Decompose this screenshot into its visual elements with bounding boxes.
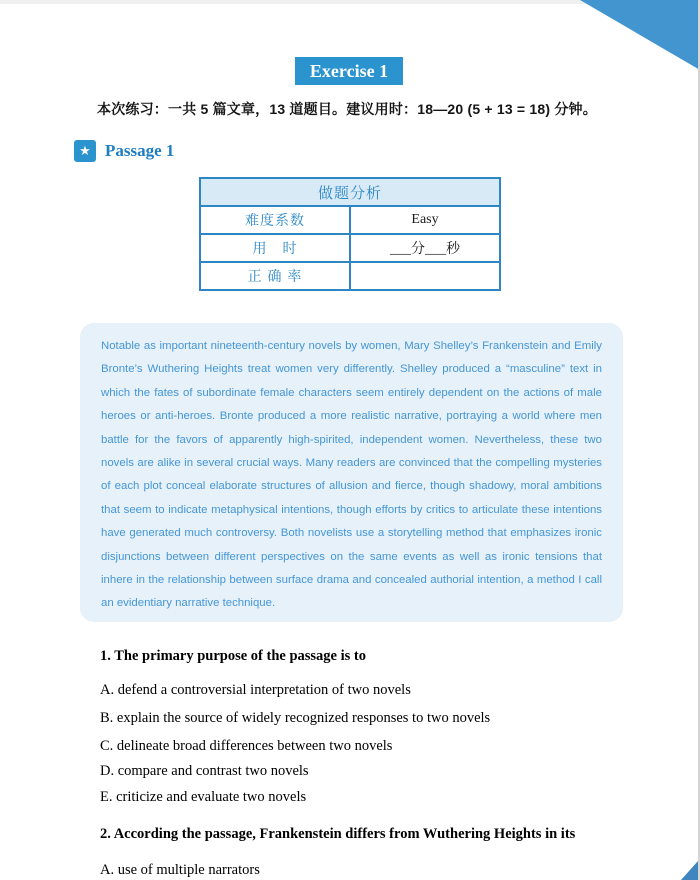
analysis-row-value xyxy=(350,262,500,290)
table-row xyxy=(200,206,500,234)
analysis-row-value: Easy xyxy=(350,206,500,234)
table-row xyxy=(200,178,500,206)
analysis-table-header: 做题分析 xyxy=(200,178,500,206)
analysis-row-label: 正 确 率 xyxy=(200,262,350,290)
analysis-table xyxy=(199,177,501,291)
analysis-row-label: 用 时 xyxy=(200,234,350,262)
passage-text: Notable as important nineteenth-century novels by women, Mary Shelley’s Frankenstein and Emily Bronte’s Wuthering Heights treat women very differently. Shelley produced a “masculine” text in which the fates of subordinate female characters seem entirely dependent on the actions of male heroes or anti-heroes. Bronte produced a more realistic narrative, portraying a world where men battle for the favors of apparently high-spirited, independent women. Nevertheless, these two novels are alike in several crucial ways. Many readers are convinced that the compelling mysteries of each plot conceal elaborate structures of allusion and fierce, though shadowy, moral ambitions that seem to indicate metaphysical intentions, though efforts by critics to articulate these intentions have generated much controversy. Both novelists use a storytelling method that emphasizes ironic disjunctions between different perspectives on the same events as well as ironic tensions that inhere in the relationship between surface drama and concealed authorial intention, a method I call an evidentiary narrative technique. xyxy=(101,340,602,610)
analysis-row-value: ___分___秒 xyxy=(350,234,500,262)
question-1-option-a: A. defend a controversial interpretation of two novels xyxy=(100,682,411,698)
question-1-option-b: B. explain the source of widely recognized responses to two novels xyxy=(100,710,491,726)
question-2-text: 2. According the passage, Frankenstein differs from Wuthering Heights in its xyxy=(100,826,576,842)
corner-decoration-top-right xyxy=(580,0,700,70)
corner-decoration-bottom-right xyxy=(681,861,698,880)
question-1-option-e: E. criticize and evaluate two novels xyxy=(100,789,307,805)
question-1-option-d: D. compare and contrast two novels xyxy=(100,763,309,779)
question-2-option-a: A. use of multiple narrators xyxy=(100,862,260,878)
passage-header xyxy=(74,140,174,162)
question-1-text: 1. The primary purpose of the passage is to xyxy=(100,648,366,664)
question-1-option-c: C. delineate broad differences between two novels xyxy=(100,738,393,754)
passage-box xyxy=(80,323,623,622)
exercise-title-badge: Exercise 1 xyxy=(295,57,403,85)
table-row xyxy=(200,234,500,262)
exercise-instructions: 本次练习：一共 5 篇文章，13 道题目。建议用时：18—20 (5 + 13 = 18) 分钟。 xyxy=(97,101,597,117)
passage-title: Passage 1 xyxy=(105,141,175,160)
analysis-row-label: 难度系数 xyxy=(200,206,350,234)
table-row xyxy=(200,262,500,290)
star-icon: ★ xyxy=(74,140,96,162)
